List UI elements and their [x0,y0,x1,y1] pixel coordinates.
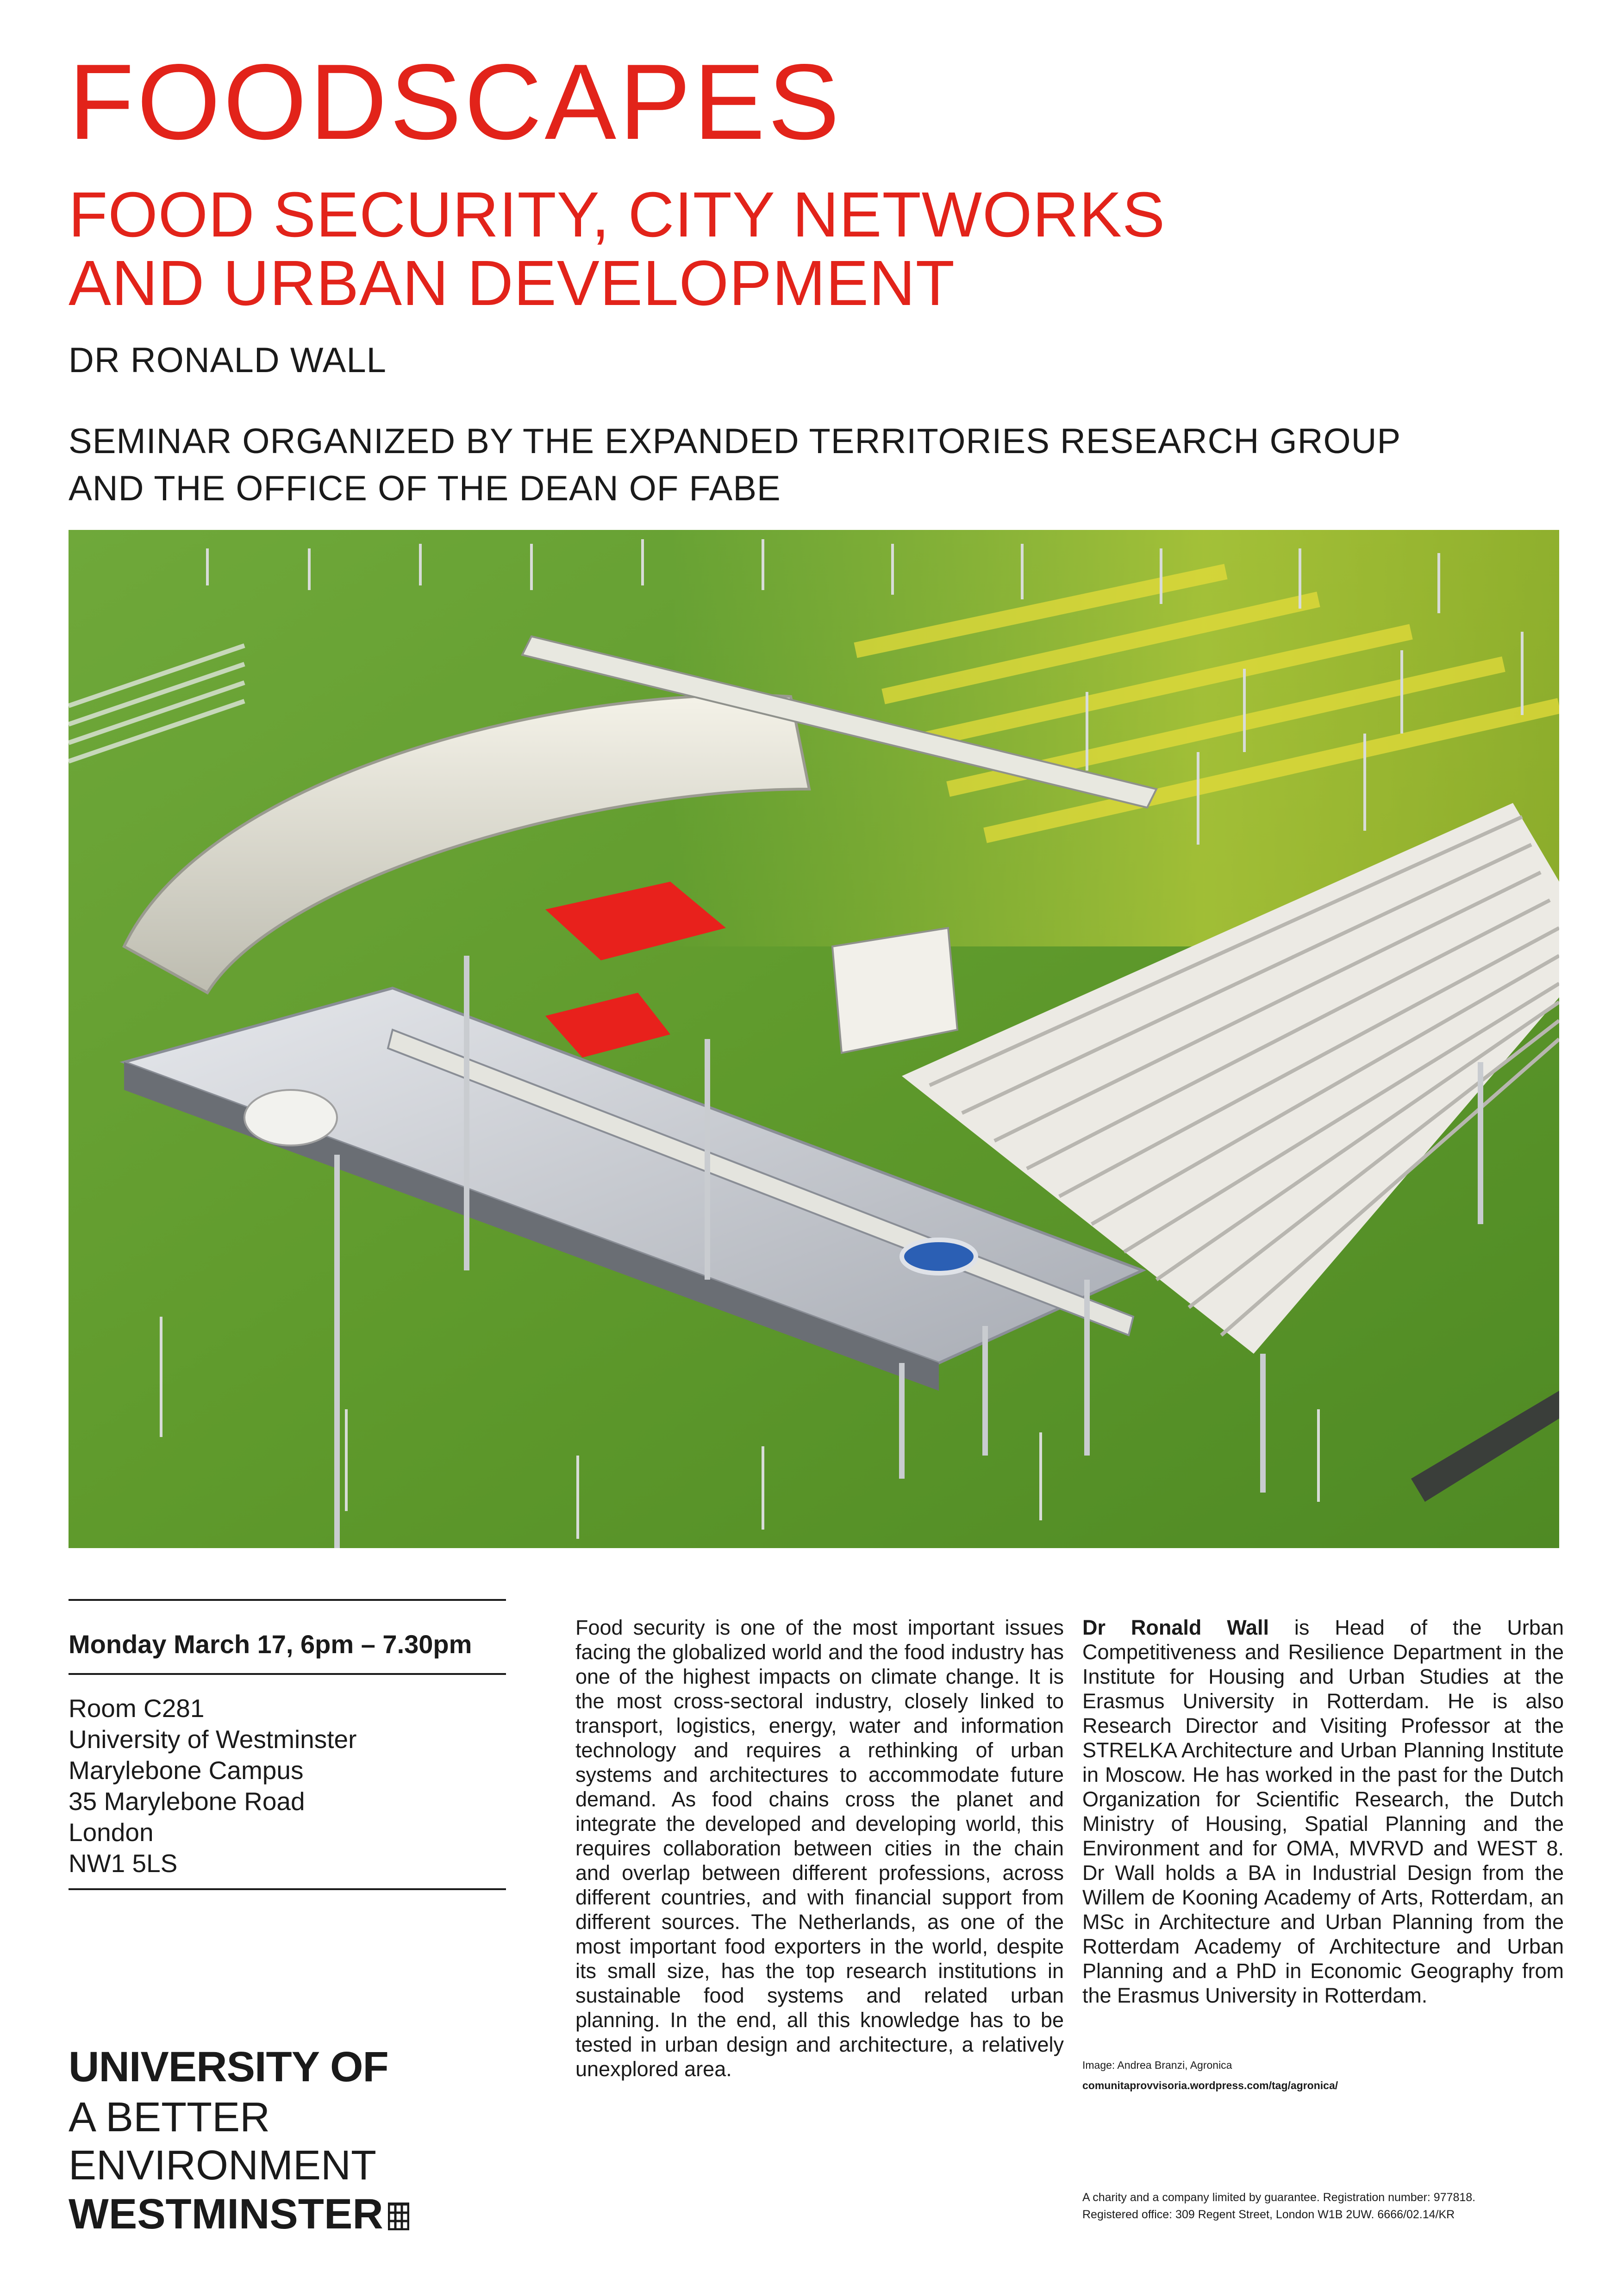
logo-wordmark: WESTMINSTER [69,2190,383,2238]
footer-line-2: Registered office: 309 Regent Street, London W1B 2UW. 6666/02.14/KR [1082,2208,1455,2221]
venue-line: Marylebone Campus [69,1756,304,1785]
rule-top [69,1599,506,1601]
speaker-name: DR RONALD WALL [69,341,387,380]
organizer-line-1: SEMINAR ORGANIZED BY THE EXPANDED TERRITORIES RESEARCH GROUP [69,422,1401,461]
page-title: FOODSCAPES [69,42,843,162]
event-venue [69,1693,356,1879]
subtitle-line-1: FOOD SECURITY, CITY NETWORKS [69,179,1166,250]
venue-line: University of Westminster [69,1725,357,1754]
hero-image [69,530,1559,1548]
venue-line: NW1 5LS [69,1849,178,1878]
bio-name: Dr Ronald Wall [1082,1616,1269,1639]
venue-line: 35 Marylebone Road [69,1787,305,1816]
rule-middle [69,1673,506,1675]
image-credit-text: Image: Andrea Branzi, Agronica [1082,2059,1232,2071]
bio-text: is Head of the Urban Competitiveness and Resilience Department in the Institute for Housing and Urban Studies at the Erasmus University in Rotterdam. He is also Research Director and Visiting Professor at the STRELKA Architecture and Urban Planning Institute in Moscow. He has worked in the past for the Dutch Organization for Scientific Research, the Dutch Ministry of Housing, Spatial Planning and the Environment and for OMA, MVRVD and WEST 8. Dr Wall holds a BA in Industrial Design from the Willem de Kooning Academy of Arts, Rotterdam, an MSc in Architecture and Urban Planning from the Rotterdam Academy of Architecture and Urban Planning and a PhD in Economic Geography from the Erasmus University in Rotterdam. [1082,1616,1564,2007]
portcullis-icon [388,2195,409,2223]
image-credit [1082,2055,1338,2096]
logo-line-2: A BETTER [69,2094,270,2140]
logo-line-3: ENVIRONMENT [69,2142,377,2189]
venue-line: London [69,1818,154,1847]
venue-line: Room C281 [69,1694,205,1723]
organizer-line-2: AND THE OFFICE OF THE DEAN OF FABE [69,469,781,508]
page-subtitle [69,180,1165,317]
legal-footer [1082,2189,1475,2223]
rule-bottom [69,1888,506,1890]
logo-line-4 [69,2190,409,2238]
subtitle-line-2: AND URBAN DEVELOPMENT [69,248,955,319]
footer-line-1: A charity and a company limited by guarantee. Registration number: 977818. [1082,2191,1476,2204]
organizer-note [69,418,1401,512]
abstract-text: Food security is one of the most important issues facing the globalized world and the food industry has one of the highest impacts on climate change. It is the most cross-sectoral industry, closely linked to transport, logistics, energy, water and information technology and requires a rethinking of urban systems and architectures to accommodate future demand. As food chains cross the planet and integrate the developed and developing world, this requires collaboration between cities in the chain and overlap between different professions, across different countries, and with financial support from different sources. The Netherlands, as one of the most important food exporters in the world, despite its small size, has the top research institutions in sustainable food systems and related urban planning. In the end, all this knowledge has to be tested in urban design and architecture, a relatively unexplored area. [575,1616,1064,2081]
image-credit-link[interactable]: comunitaprovvisoria.wordpress.com/tag/agronica/ [1082,2079,1338,2091]
event-datetime: Monday March 17, 6pm – 7.30pm [69,1630,472,1659]
speaker-bio [1082,1615,1564,2008]
university-logo [69,2043,409,2238]
logo-line-1: UNIVERSITY OF [69,2043,388,2091]
